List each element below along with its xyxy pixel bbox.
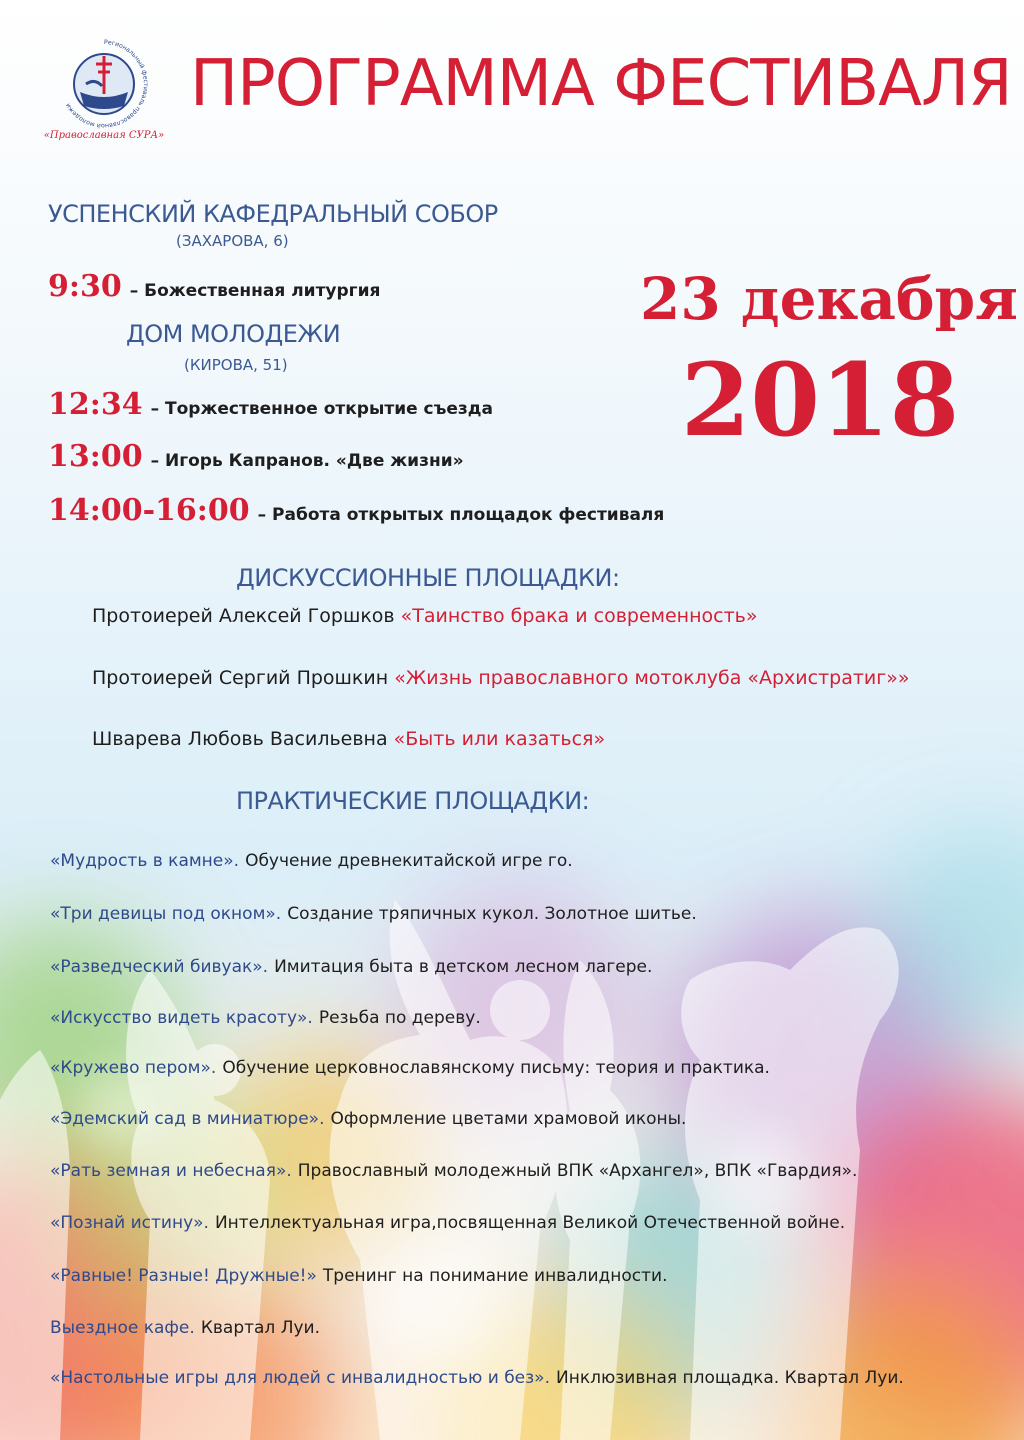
logo-ring-text: Региональный фестиваль православной молодежи [64, 38, 149, 130]
practical-name: «Равные! Разные! Дружные!» [50, 1266, 317, 1286]
venue-cathedral-address: (ЗАХАРОВА, 6) [176, 232, 289, 250]
schedule-text: – Торжественное открытие съезда [150, 399, 494, 419]
practical-desc: Резьба по дереву. [318, 1008, 481, 1028]
practical-desc: Имитация быта в детском лесном лагере. [274, 957, 653, 977]
practical-desc: Создание тряпичных кукол. Золотное шитье. [287, 904, 697, 924]
discussion-topic: «Жизнь православного мотоклуба «Архистратиг»» [394, 667, 910, 689]
discussion-speaker: Протоиерей Алексей Горшков [92, 605, 395, 627]
discussion-item [92, 669, 910, 688]
practical-desc: Обучение древнекитайской игре го. [245, 851, 573, 871]
practical-heading: ПРАКТИЧЕСКИЕ ПЛОЩАДКИ: [236, 787, 590, 815]
practical-name: «Кружево пером». [50, 1058, 217, 1078]
discussion-item [92, 730, 605, 749]
practical-item [50, 1010, 481, 1027]
schedule-text: – Игорь Капранов. «Две жизни» [150, 451, 464, 471]
practical-item [50, 959, 652, 976]
event-day-month: 23 декабря [640, 265, 1019, 333]
practical-item [50, 853, 573, 870]
practical-name: «Три девицы под окном». [50, 904, 282, 924]
schedule-row [48, 493, 665, 528]
schedule-text: – Божественная литургия [129, 281, 381, 301]
practical-name: Выездное кафе. [50, 1318, 195, 1338]
schedule-row [48, 387, 494, 422]
discussion-speaker: Шварева Любовь Васильевна [92, 728, 388, 750]
practical-item [50, 1060, 770, 1077]
practical-item [50, 1215, 845, 1232]
logo-caption: «Православная СУРА» [43, 130, 165, 141]
practical-item [50, 1111, 686, 1128]
page-title: ПРОГРАММА ФЕСТИВАЛЯ [190, 47, 1012, 121]
practical-name: «Рать земная и небесная». [50, 1161, 292, 1181]
practical-item [50, 1268, 668, 1285]
discussion-topic: «Таинство брака и современность» [400, 605, 758, 627]
discussion-item [92, 607, 757, 626]
practical-desc: Православный молодежный ВПК «Архангел», ВПК «Гвардия». [297, 1161, 858, 1181]
practical-name: «Мудрость в камне». [50, 851, 240, 871]
practical-item [50, 1370, 904, 1387]
schedule-row [48, 439, 464, 474]
practical-name: «Познай истину». [50, 1213, 209, 1233]
practical-desc: Инклюзивная площадка. Квартал Луи. [555, 1368, 904, 1388]
practical-item [50, 906, 697, 923]
discussion-topic: «Быть или казаться» [393, 728, 606, 750]
practical-name: «Настольные игры для людей с инвалидностью и без». [50, 1368, 550, 1388]
practical-desc: Интеллектуальная игра,посвященная Великой Отечественной войне. [214, 1213, 846, 1233]
practical-item [50, 1320, 320, 1337]
practical-name: «Искусство видеть красоту». [50, 1008, 313, 1028]
practical-name: «Эдемский сад в миниатюре». [50, 1109, 325, 1129]
venue-cathedral-name: УСПЕНСКИЙ КАФЕДРАЛЬНЫЙ СОБОР [48, 200, 498, 228]
schedule-time: 9:30 [48, 269, 122, 304]
practical-item [50, 1163, 857, 1180]
event-year: 2018 [680, 341, 960, 459]
schedule-text: – Работа открытых площадок фестиваля [257, 505, 665, 525]
schedule-row [48, 269, 381, 304]
festival-logo [40, 32, 168, 144]
event-date [640, 265, 1019, 459]
discussion-speaker: Протоиерей Сергий Прошкин [92, 667, 389, 689]
schedule-time: 14:00-16:00 [48, 493, 250, 528]
schedule-time: 13:00 [48, 439, 143, 474]
practical-name: «Разведческий бивуак». [50, 957, 269, 977]
venue-youth-house-address: (КИРОВА, 51) [184, 356, 288, 374]
discussion-heading: ДИСКУССИОННЫЕ ПЛОЩАДКИ: [236, 564, 620, 592]
practical-desc: Обучение церковнославянскому письму: теория и практика. [222, 1058, 770, 1078]
venue-youth-house-name: ДОМ МОЛОДЕЖИ [126, 320, 341, 348]
practical-desc: Оформление цветами храмовой иконы. [330, 1109, 687, 1129]
practical-desc: Квартал Луи. [200, 1318, 320, 1338]
practical-desc: Тренинг на понимание инвалидности. [322, 1266, 668, 1286]
schedule-time: 12:34 [48, 387, 143, 422]
